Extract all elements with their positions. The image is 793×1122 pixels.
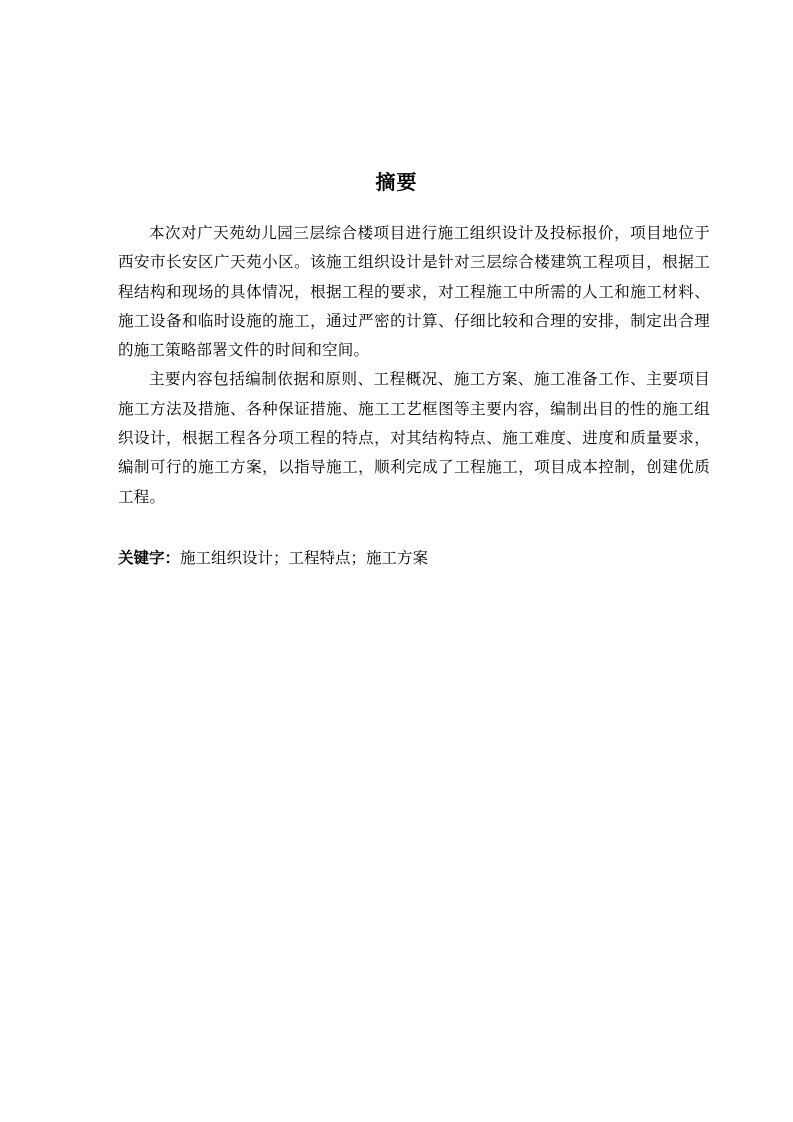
- abstract-title: 摘要: [375, 170, 418, 194]
- keywords-value: 施工组织设计；工程特点；施工方案: [180, 549, 429, 567]
- keywords-line: [118, 544, 710, 573]
- abstract-body: [118, 219, 710, 512]
- abstract-paragraph-2: 主要内容包括编制依据和原则、工程概况、施工方案、施工准备工作、主要项目施工方法及措施、各种保证措施、施工工艺框图等主要内容，编制出目的性的施工组织设计，根据工程各分项工程的特点，对其结构特点、施工难度、进度和质量要求，编制可行的施工方案，以指导施工，顺利完成了工程施工，项目成本控制，创建优质工程。: [118, 370, 710, 506]
- abstract-paragraph-1: 本次对广天苑幼儿园三层综合楼项目进行施工组织设计及投标报价，项目地位于西安市长安区广天苑小区。该施工组织设计是针对三层综合楼建筑工程项目，根据工程结构和现场的具体情况，根据工程的要求，对工程施工中所需的人工和施工材料、施工设备和临时设施的施工，通过严密的计算、仔细比较和合理的安排，制定出合理的施工策略部署文件的时间和空间。: [118, 224, 710, 360]
- keywords-label: 关键字：: [118, 549, 181, 567]
